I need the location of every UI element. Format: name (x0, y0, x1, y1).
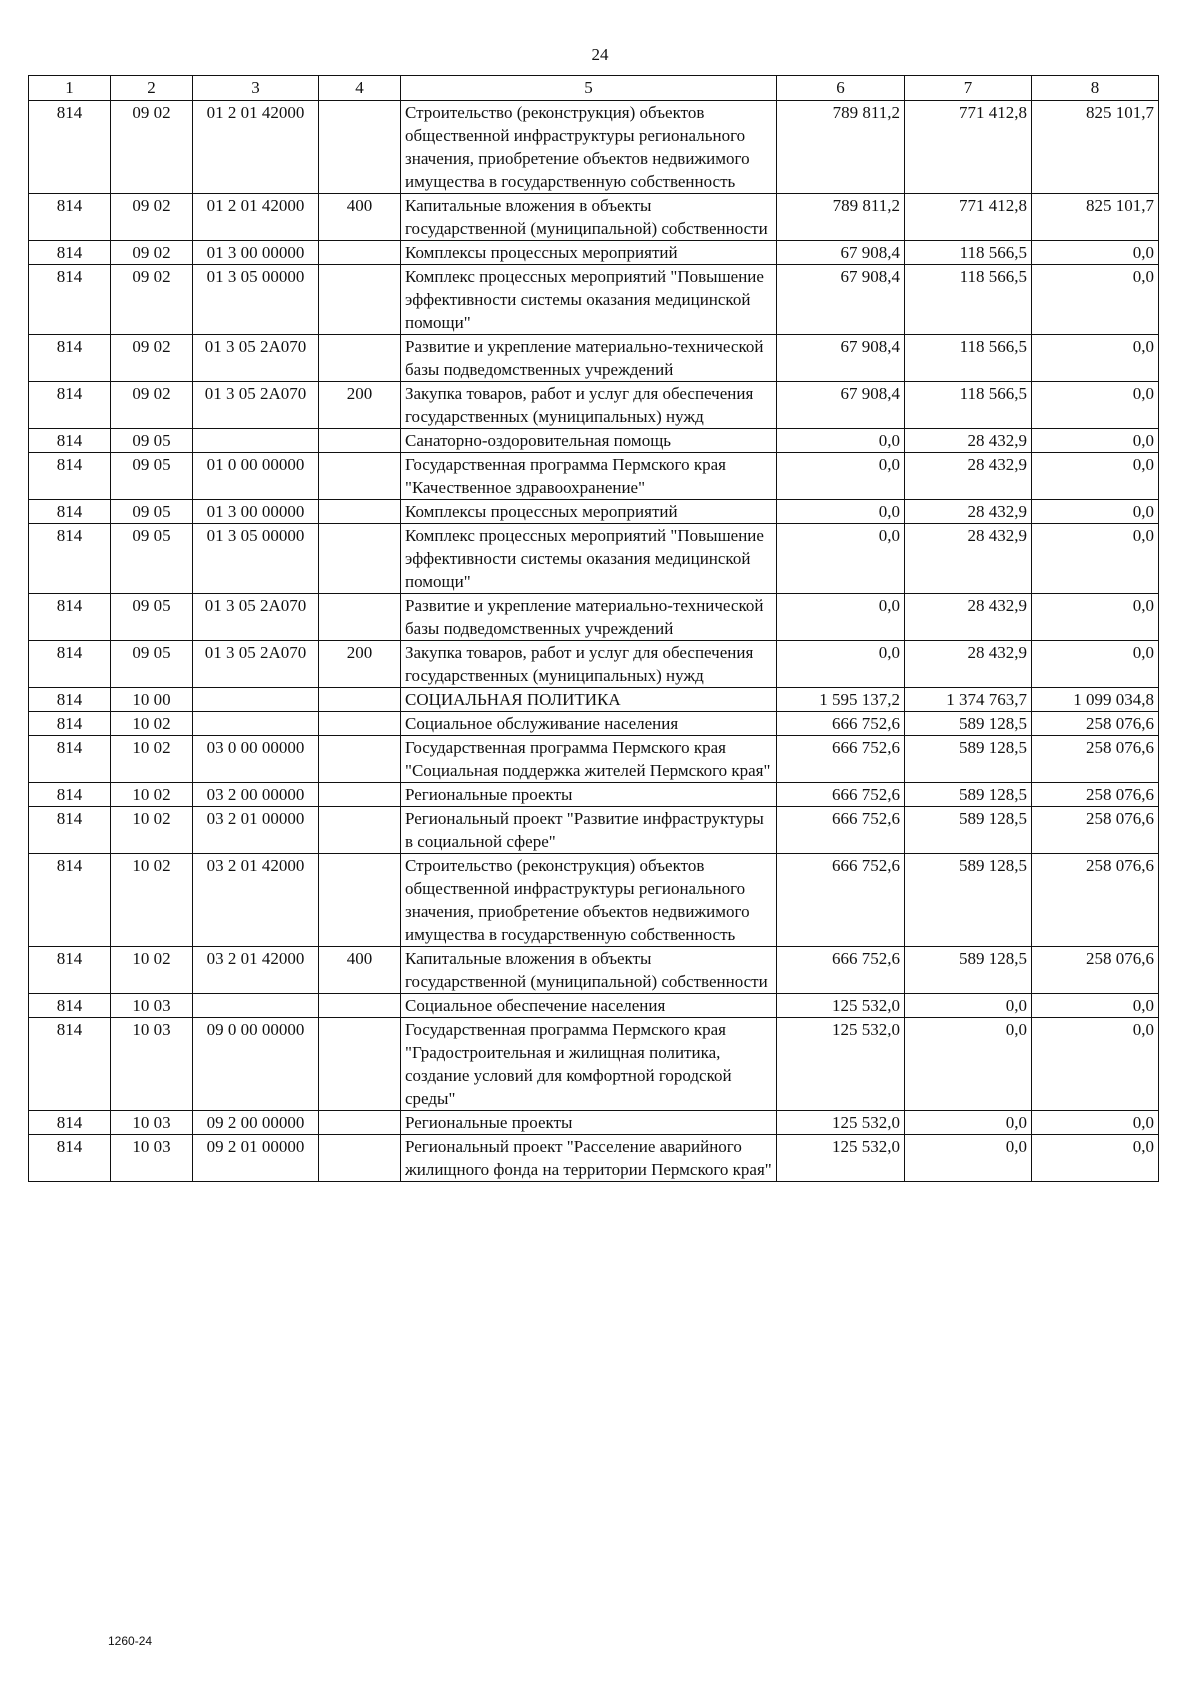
expense-type-cell (319, 736, 401, 783)
amount-col6-cell: 67 908,4 (777, 382, 905, 429)
expense-type-cell: 200 (319, 641, 401, 688)
budget-table (28, 75, 1159, 1182)
amount-col6-cell: 666 752,6 (777, 783, 905, 807)
description-cell: Комплекс процессных мероприятий "Повышение эффективности системы оказания медицинской помощи" (401, 524, 777, 594)
expense-type-cell: 400 (319, 947, 401, 994)
department-code-cell: 814 (29, 265, 111, 335)
description-cell: Закупка товаров, работ и услуг для обеспечения государственных (муниципальных) нужд (401, 382, 777, 429)
target-article-cell: 01 3 00 00000 (193, 500, 319, 524)
description-cell: Региональные проекты (401, 1111, 777, 1135)
target-article-cell: 01 3 05 2А070 (193, 335, 319, 382)
amount-col6-cell: 666 752,6 (777, 807, 905, 854)
department-code-cell: 814 (29, 641, 111, 688)
expense-type-cell (319, 854, 401, 947)
table-row (29, 1111, 1159, 1135)
table-row (29, 500, 1159, 524)
amount-col7-cell: 28 432,9 (905, 641, 1032, 688)
amount-col7-cell: 0,0 (905, 1135, 1032, 1182)
section-code-cell: 10 02 (111, 712, 193, 736)
column-header-2: 2 (111, 76, 193, 101)
expense-type-cell (319, 453, 401, 500)
description-cell: Развитие и укрепление материально-технической базы подведомственных учреждений (401, 335, 777, 382)
department-code-cell: 814 (29, 1018, 111, 1111)
amount-col7-cell: 1 374 763,7 (905, 688, 1032, 712)
description-cell: Комплексы процессных мероприятий (401, 500, 777, 524)
description-cell: Строительство (реконструкция) объектов общественной инфраструктуры регионального значения, приобретение объектов недвижимого имущества в государственную собственность (401, 854, 777, 947)
section-code-cell: 10 00 (111, 688, 193, 712)
section-code-cell: 10 02 (111, 947, 193, 994)
table-row (29, 453, 1159, 500)
amount-col7-cell: 589 128,5 (905, 736, 1032, 783)
amount-col8-cell: 0,0 (1032, 241, 1159, 265)
amount-col8-cell: 0,0 (1032, 382, 1159, 429)
description-cell: Капитальные вложения в объекты государственной (муниципальной) собственности (401, 947, 777, 994)
column-header-7: 7 (905, 76, 1032, 101)
table-row (29, 641, 1159, 688)
section-code-cell: 10 02 (111, 854, 193, 947)
amount-col7-cell: 771 412,8 (905, 101, 1032, 194)
department-code-cell: 814 (29, 101, 111, 194)
description-cell: Закупка товаров, работ и услуг для обеспечения государственных (муниципальных) нужд (401, 641, 777, 688)
section-code-cell: 09 05 (111, 594, 193, 641)
expense-type-cell (319, 1018, 401, 1111)
expense-type-cell: 400 (319, 194, 401, 241)
document-code: 1260-24 (108, 1634, 153, 1648)
column-header-5: 5 (401, 76, 777, 101)
table-row (29, 1135, 1159, 1182)
amount-col8-cell: 1 099 034,8 (1032, 688, 1159, 712)
table-row (29, 382, 1159, 429)
section-code-cell: 10 03 (111, 1018, 193, 1111)
section-code-cell: 10 02 (111, 807, 193, 854)
page-number: 24 (591, 45, 609, 64)
amount-col6-cell: 0,0 (777, 453, 905, 500)
target-article-cell: 01 3 05 00000 (193, 265, 319, 335)
section-code-cell: 09 05 (111, 429, 193, 453)
amount-col8-cell: 0,0 (1032, 994, 1159, 1018)
section-code-cell: 09 02 (111, 335, 193, 382)
expense-type-cell (319, 594, 401, 641)
table-row (29, 712, 1159, 736)
description-cell: Государственная программа Пермского края "Социальная поддержка жителей Пермского края" (401, 736, 777, 783)
table-row (29, 736, 1159, 783)
department-code-cell: 814 (29, 335, 111, 382)
section-code-cell: 10 02 (111, 736, 193, 783)
department-code-cell: 814 (29, 1135, 111, 1182)
section-code-cell: 09 05 (111, 524, 193, 594)
department-code-cell: 814 (29, 241, 111, 265)
amount-col7-cell: 589 128,5 (905, 854, 1032, 947)
amount-col8-cell: 0,0 (1032, 453, 1159, 500)
amount-col7-cell: 589 128,5 (905, 783, 1032, 807)
column-header-1: 1 (29, 76, 111, 101)
target-article-cell: 09 2 00 00000 (193, 1111, 319, 1135)
amount-col6-cell: 789 811,2 (777, 101, 905, 194)
amount-col8-cell: 0,0 (1032, 429, 1159, 453)
expense-type-cell (319, 524, 401, 594)
description-cell: Социальное обеспечение населения (401, 994, 777, 1018)
target-article-cell (193, 712, 319, 736)
amount-col7-cell: 28 432,9 (905, 429, 1032, 453)
department-code-cell: 814 (29, 712, 111, 736)
target-article-cell: 03 2 00 00000 (193, 783, 319, 807)
department-code-cell: 814 (29, 594, 111, 641)
amount-col6-cell: 0,0 (777, 429, 905, 453)
column-header-4: 4 (319, 76, 401, 101)
amount-col8-cell: 258 076,6 (1032, 947, 1159, 994)
table-row (29, 783, 1159, 807)
expense-type-cell (319, 807, 401, 854)
amount-col7-cell: 28 432,9 (905, 453, 1032, 500)
amount-col7-cell: 28 432,9 (905, 594, 1032, 641)
table-row (29, 1018, 1159, 1111)
amount-col8-cell: 0,0 (1032, 594, 1159, 641)
description-cell: Региональные проекты (401, 783, 777, 807)
amount-col8-cell: 0,0 (1032, 265, 1159, 335)
amount-col6-cell: 125 532,0 (777, 1111, 905, 1135)
expense-type-cell (319, 265, 401, 335)
amount-col8-cell: 258 076,6 (1032, 783, 1159, 807)
department-code-cell: 814 (29, 688, 111, 712)
amount-col7-cell: 118 566,5 (905, 241, 1032, 265)
amount-col7-cell: 0,0 (905, 994, 1032, 1018)
amount-col6-cell: 0,0 (777, 594, 905, 641)
description-cell: Комплексы процессных мероприятий (401, 241, 777, 265)
expense-type-cell (319, 994, 401, 1018)
amount-col6-cell: 789 811,2 (777, 194, 905, 241)
department-code-cell: 814 (29, 429, 111, 453)
amount-col6-cell: 67 908,4 (777, 265, 905, 335)
description-cell: Санаторно-оздоровительная помощь (401, 429, 777, 453)
section-code-cell: 09 02 (111, 382, 193, 429)
section-code-cell: 10 03 (111, 1111, 193, 1135)
table-row (29, 101, 1159, 194)
section-code-cell: 09 05 (111, 500, 193, 524)
target-article-cell: 01 3 05 2А070 (193, 641, 319, 688)
section-code-cell: 09 02 (111, 241, 193, 265)
target-article-cell: 03 2 01 42000 (193, 947, 319, 994)
amount-col7-cell: 118 566,5 (905, 335, 1032, 382)
expense-type-cell (319, 335, 401, 382)
section-code-cell: 09 02 (111, 194, 193, 241)
target-article-cell: 03 2 01 00000 (193, 807, 319, 854)
amount-col7-cell: 28 432,9 (905, 500, 1032, 524)
amount-col7-cell: 118 566,5 (905, 265, 1032, 335)
amount-col8-cell: 0,0 (1032, 1135, 1159, 1182)
expense-type-cell (319, 1135, 401, 1182)
amount-col7-cell: 771 412,8 (905, 194, 1032, 241)
expense-type-cell (319, 712, 401, 736)
amount-col8-cell: 0,0 (1032, 524, 1159, 594)
target-article-cell (193, 688, 319, 712)
amount-col6-cell: 67 908,4 (777, 241, 905, 265)
description-cell: Строительство (реконструкция) объектов общественной инфраструктуры регионального значения, приобретение объектов недвижимого имущества в государственную собственность (401, 101, 777, 194)
department-code-cell: 814 (29, 947, 111, 994)
amount-col7-cell: 589 128,5 (905, 947, 1032, 994)
expense-type-cell (319, 688, 401, 712)
target-article-cell: 01 0 00 00000 (193, 453, 319, 500)
table-row (29, 241, 1159, 265)
amount-col6-cell: 1 595 137,2 (777, 688, 905, 712)
amount-col7-cell: 589 128,5 (905, 807, 1032, 854)
target-article-cell (193, 994, 319, 1018)
target-article-cell (193, 429, 319, 453)
amount-col8-cell: 258 076,6 (1032, 807, 1159, 854)
expense-type-cell (319, 429, 401, 453)
amount-col7-cell: 28 432,9 (905, 524, 1032, 594)
amount-col7-cell: 118 566,5 (905, 382, 1032, 429)
column-header-3: 3 (193, 76, 319, 101)
amount-col8-cell: 0,0 (1032, 1111, 1159, 1135)
amount-col6-cell: 0,0 (777, 641, 905, 688)
department-code-cell: 814 (29, 194, 111, 241)
section-code-cell: 10 02 (111, 783, 193, 807)
table-row (29, 688, 1159, 712)
target-article-cell: 09 2 01 00000 (193, 1135, 319, 1182)
amount-col8-cell: 825 101,7 (1032, 101, 1159, 194)
target-article-cell: 03 0 00 00000 (193, 736, 319, 783)
amount-col7-cell: 0,0 (905, 1018, 1032, 1111)
description-cell: Региональный проект "Расселение аварийного жилищного фонда на территории Пермского края" (401, 1135, 777, 1182)
department-code-cell: 814 (29, 1111, 111, 1135)
amount-col8-cell: 0,0 (1032, 1018, 1159, 1111)
section-code-cell: 09 05 (111, 641, 193, 688)
department-code-cell: 814 (29, 736, 111, 783)
description-cell: СОЦИАЛЬНАЯ ПОЛИТИКА (401, 688, 777, 712)
section-code-cell: 09 02 (111, 265, 193, 335)
amount-col7-cell: 589 128,5 (905, 712, 1032, 736)
amount-col8-cell: 0,0 (1032, 335, 1159, 382)
amount-col8-cell: 825 101,7 (1032, 194, 1159, 241)
table-row (29, 429, 1159, 453)
table-row (29, 265, 1159, 335)
table-row (29, 947, 1159, 994)
section-code-cell: 10 03 (111, 994, 193, 1018)
section-code-cell: 10 03 (111, 1135, 193, 1182)
amount-col6-cell: 666 752,6 (777, 712, 905, 736)
department-code-cell: 814 (29, 453, 111, 500)
amount-col6-cell: 125 532,0 (777, 994, 905, 1018)
amount-col6-cell: 67 908,4 (777, 335, 905, 382)
amount-col6-cell: 125 532,0 (777, 1018, 905, 1111)
table-row (29, 994, 1159, 1018)
target-article-cell: 01 3 05 2А070 (193, 382, 319, 429)
column-header-6: 6 (777, 76, 905, 101)
department-code-cell: 814 (29, 783, 111, 807)
target-article-cell: 01 2 01 42000 (193, 194, 319, 241)
description-cell: Развитие и укрепление материально-технической базы подведомственных учреждений (401, 594, 777, 641)
department-code-cell: 814 (29, 524, 111, 594)
expense-type-cell (319, 1111, 401, 1135)
description-cell: Комплекс процессных мероприятий "Повышение эффективности системы оказания медицинской помощи" (401, 265, 777, 335)
table-row (29, 194, 1159, 241)
target-article-cell: 03 2 01 42000 (193, 854, 319, 947)
target-article-cell: 09 0 00 00000 (193, 1018, 319, 1111)
amount-col6-cell: 666 752,6 (777, 736, 905, 783)
header-row (29, 76, 1159, 101)
amount-col6-cell: 666 752,6 (777, 947, 905, 994)
description-cell: Социальное обслуживание населения (401, 712, 777, 736)
expense-type-cell (319, 241, 401, 265)
amount-col6-cell: 0,0 (777, 524, 905, 594)
department-code-cell: 814 (29, 382, 111, 429)
department-code-cell: 814 (29, 500, 111, 524)
table-row (29, 524, 1159, 594)
amount-col8-cell: 258 076,6 (1032, 854, 1159, 947)
table-row (29, 807, 1159, 854)
section-code-cell: 09 02 (111, 101, 193, 194)
table-row (29, 594, 1159, 641)
section-code-cell: 09 05 (111, 453, 193, 500)
target-article-cell: 01 3 05 00000 (193, 524, 319, 594)
table-row (29, 854, 1159, 947)
description-cell: Региональный проект "Развитие инфраструктуры в социальной сфере" (401, 807, 777, 854)
expense-type-cell (319, 101, 401, 194)
description-cell: Капитальные вложения в объекты государственной (муниципальной) собственности (401, 194, 777, 241)
target-article-cell: 01 2 01 42000 (193, 101, 319, 194)
amount-col6-cell: 125 532,0 (777, 1135, 905, 1182)
amount-col6-cell: 0,0 (777, 500, 905, 524)
target-article-cell: 01 3 05 2А070 (193, 594, 319, 641)
column-header-8: 8 (1032, 76, 1159, 101)
department-code-cell: 814 (29, 807, 111, 854)
amount-col8-cell: 258 076,6 (1032, 736, 1159, 783)
expense-type-cell (319, 783, 401, 807)
amount-col8-cell: 0,0 (1032, 641, 1159, 688)
expense-type-cell (319, 500, 401, 524)
amount-col7-cell: 0,0 (905, 1111, 1032, 1135)
target-article-cell: 01 3 00 00000 (193, 241, 319, 265)
table-row (29, 335, 1159, 382)
description-cell: Государственная программа Пермского края "Градостроительная и жилищная политика, создание условий для комфортной городской среды" (401, 1018, 777, 1111)
amount-col6-cell: 666 752,6 (777, 854, 905, 947)
amount-col8-cell: 258 076,6 (1032, 712, 1159, 736)
department-code-cell: 814 (29, 854, 111, 947)
department-code-cell: 814 (29, 994, 111, 1018)
description-cell: Государственная программа Пермского края "Качественное здравоохранение" (401, 453, 777, 500)
amount-col8-cell: 0,0 (1032, 500, 1159, 524)
expense-type-cell: 200 (319, 382, 401, 429)
